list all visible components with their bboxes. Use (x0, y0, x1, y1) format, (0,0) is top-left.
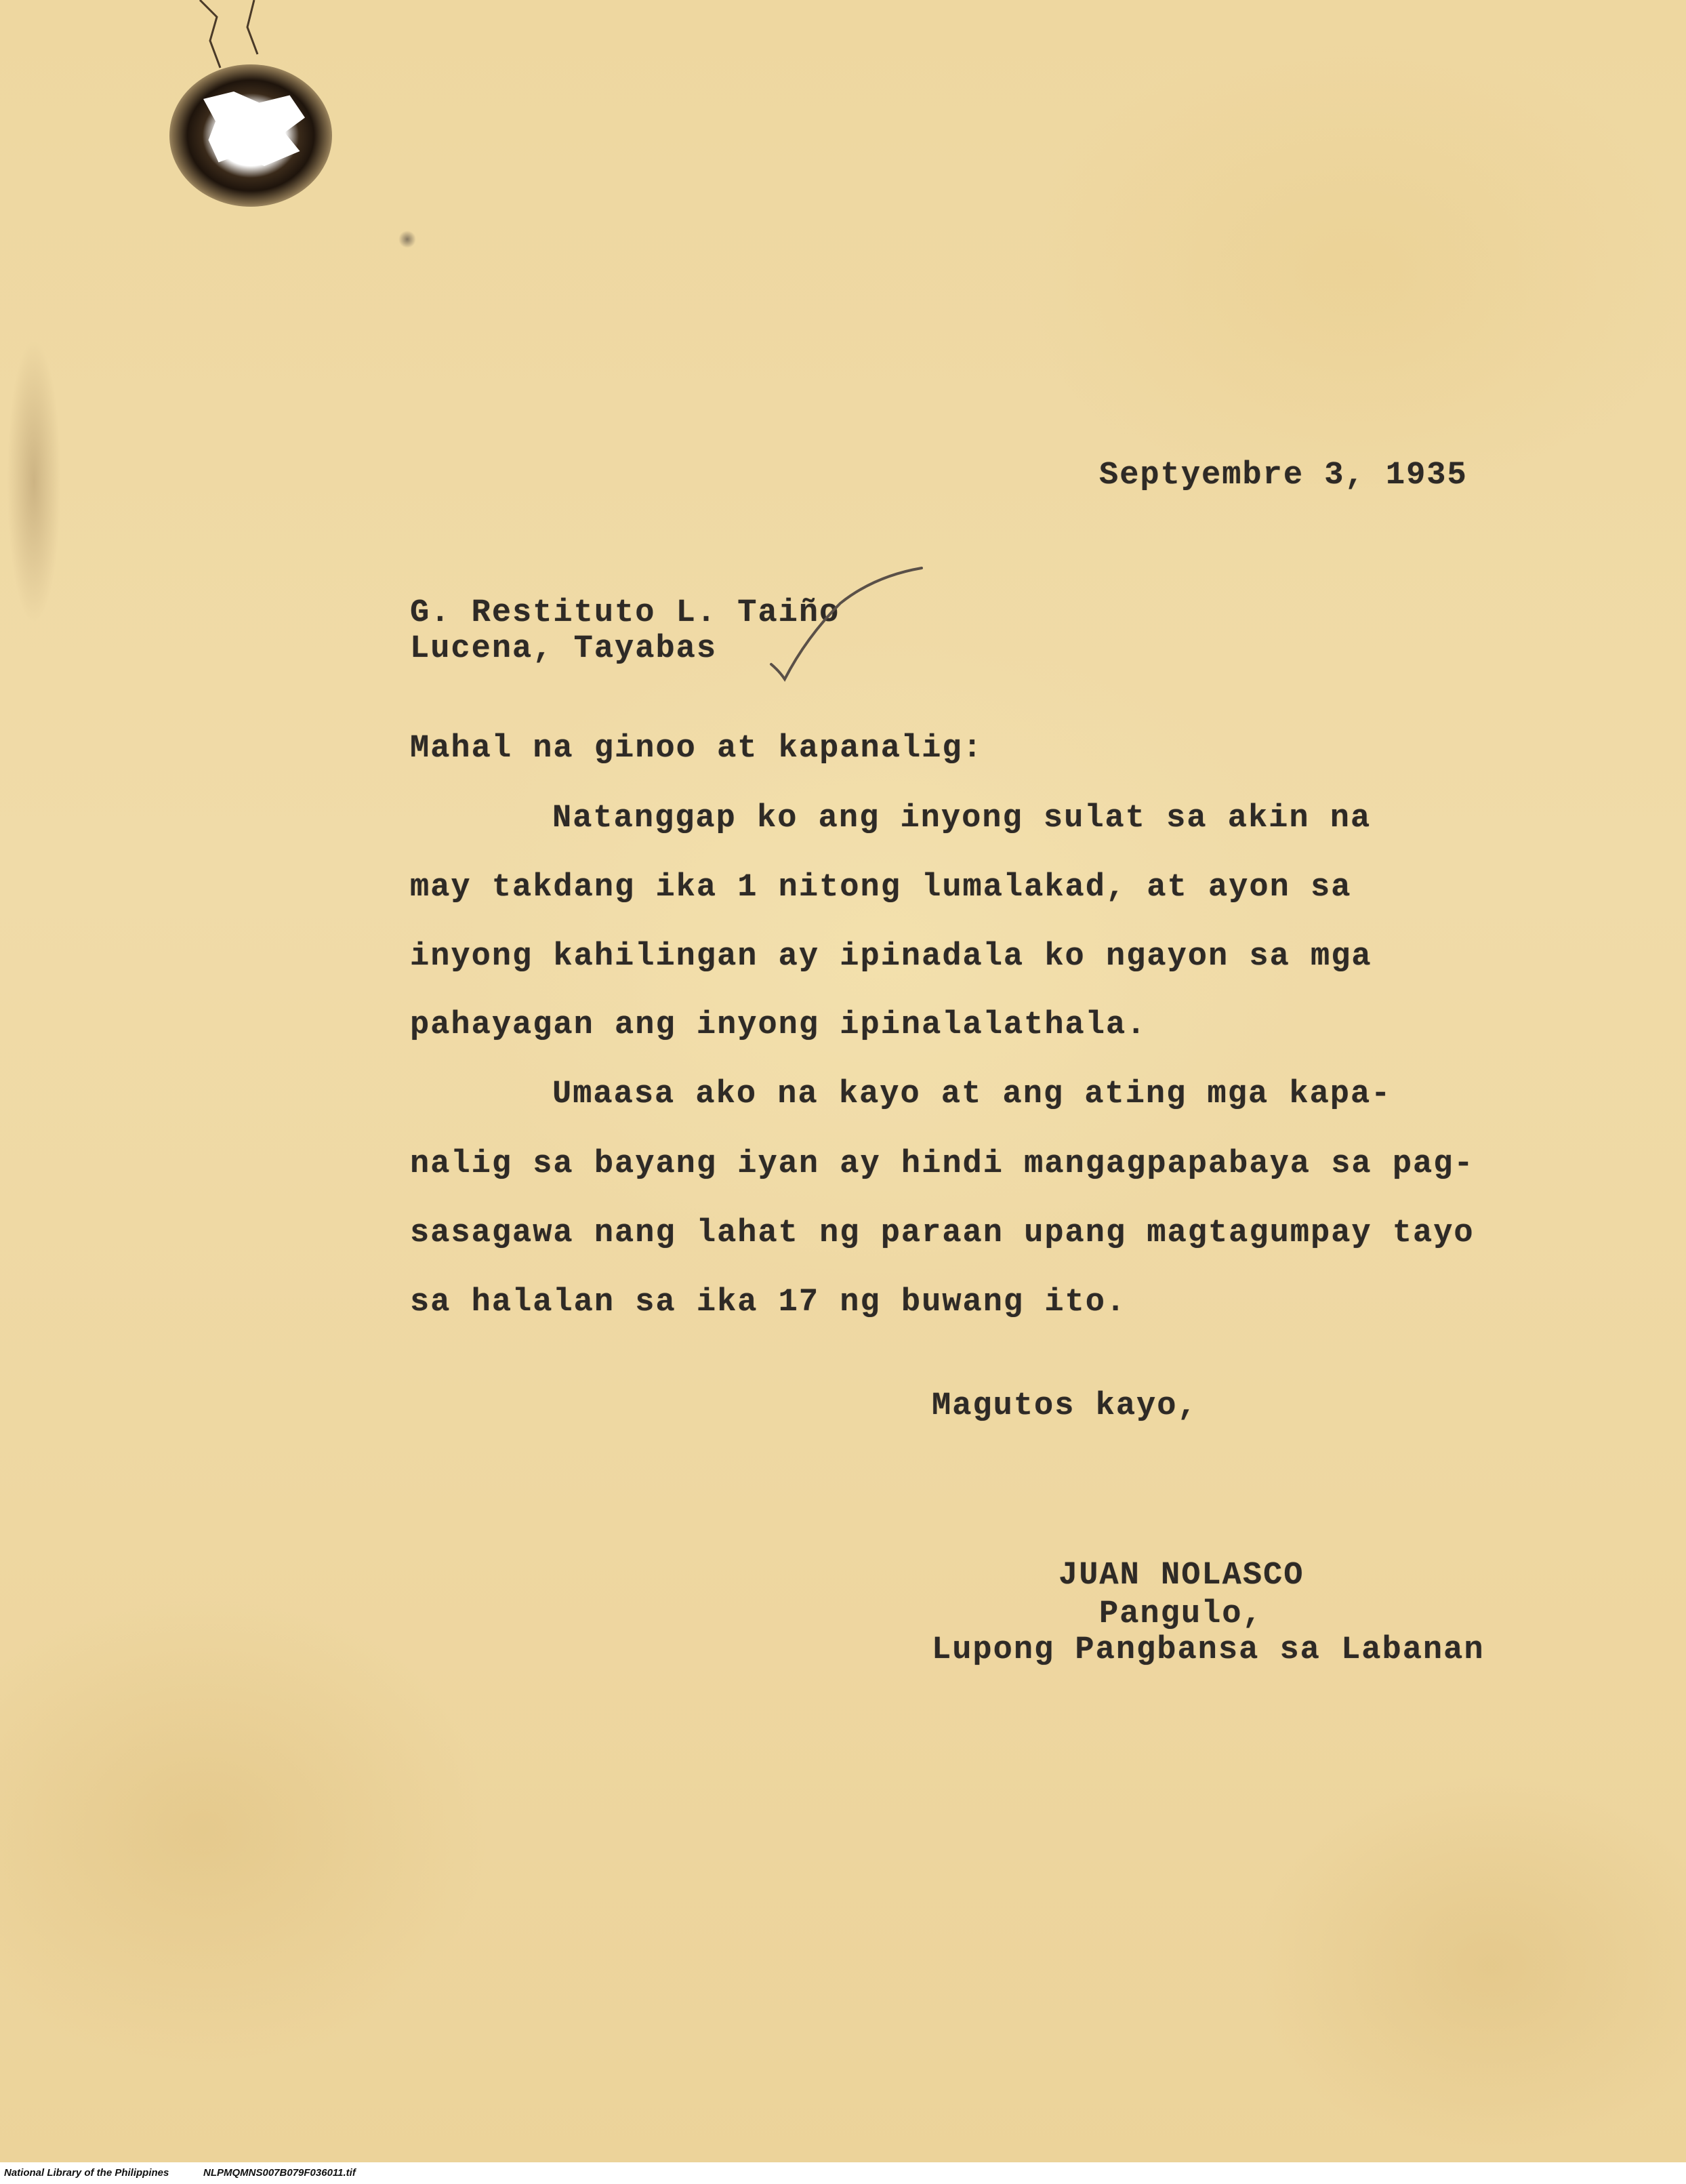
check-mark (766, 563, 928, 685)
ink-spot (398, 230, 416, 248)
body-line-4: pahayagan ang inyong ipinalalathala. (410, 1007, 1147, 1043)
body-line-2: may takdang ika 1 nitong lumalakad, at ayon sa (410, 870, 1352, 906)
body-line-3: inyong kahilingan ay ipinadala ko ngayon sa mga (410, 939, 1372, 975)
closing: Magutos kayo, (932, 1388, 1198, 1424)
body-line-1: Natanggap ko ang inyong sulat sa akin na (552, 801, 1372, 836)
body-line-8: sa halalan sa ika 17 ng buwang ito. (410, 1285, 1127, 1320)
salutation: Mahal na ginoo at kapanalig: (410, 731, 983, 767)
recipient-name: G. Restituto L. Taiño (410, 595, 840, 631)
signature-organization: Lupong Pangbansa sa Labanan (932, 1632, 1485, 1668)
body-line-5: Umaasa ako na kayo at ang ating mga kapa- (552, 1076, 1392, 1112)
signature-title: Pangulo, (1099, 1596, 1263, 1632)
body-line-7: sasagawa nang lahat ng paraan upang magtagumpay tayo (410, 1215, 1475, 1251)
archive-filename: NLPMQMNS007B079F036011.tif (203, 2167, 356, 2179)
punched-hole (203, 92, 305, 166)
archive-footer (0, 2162, 1686, 2184)
archive-institution: National Library of the Philippines (4, 2167, 169, 2179)
recipient-address: Lucena, Tayabas (410, 631, 718, 667)
body-line-6: nalig sa bayang iyan ay hindi mangagpapabaya sa pag- (410, 1146, 1475, 1182)
edge-stain (7, 339, 61, 624)
signature-name: JUAN NOLASCO (1058, 1558, 1304, 1594)
letter-date: Septyembre 3, 1935 (1099, 458, 1468, 493)
